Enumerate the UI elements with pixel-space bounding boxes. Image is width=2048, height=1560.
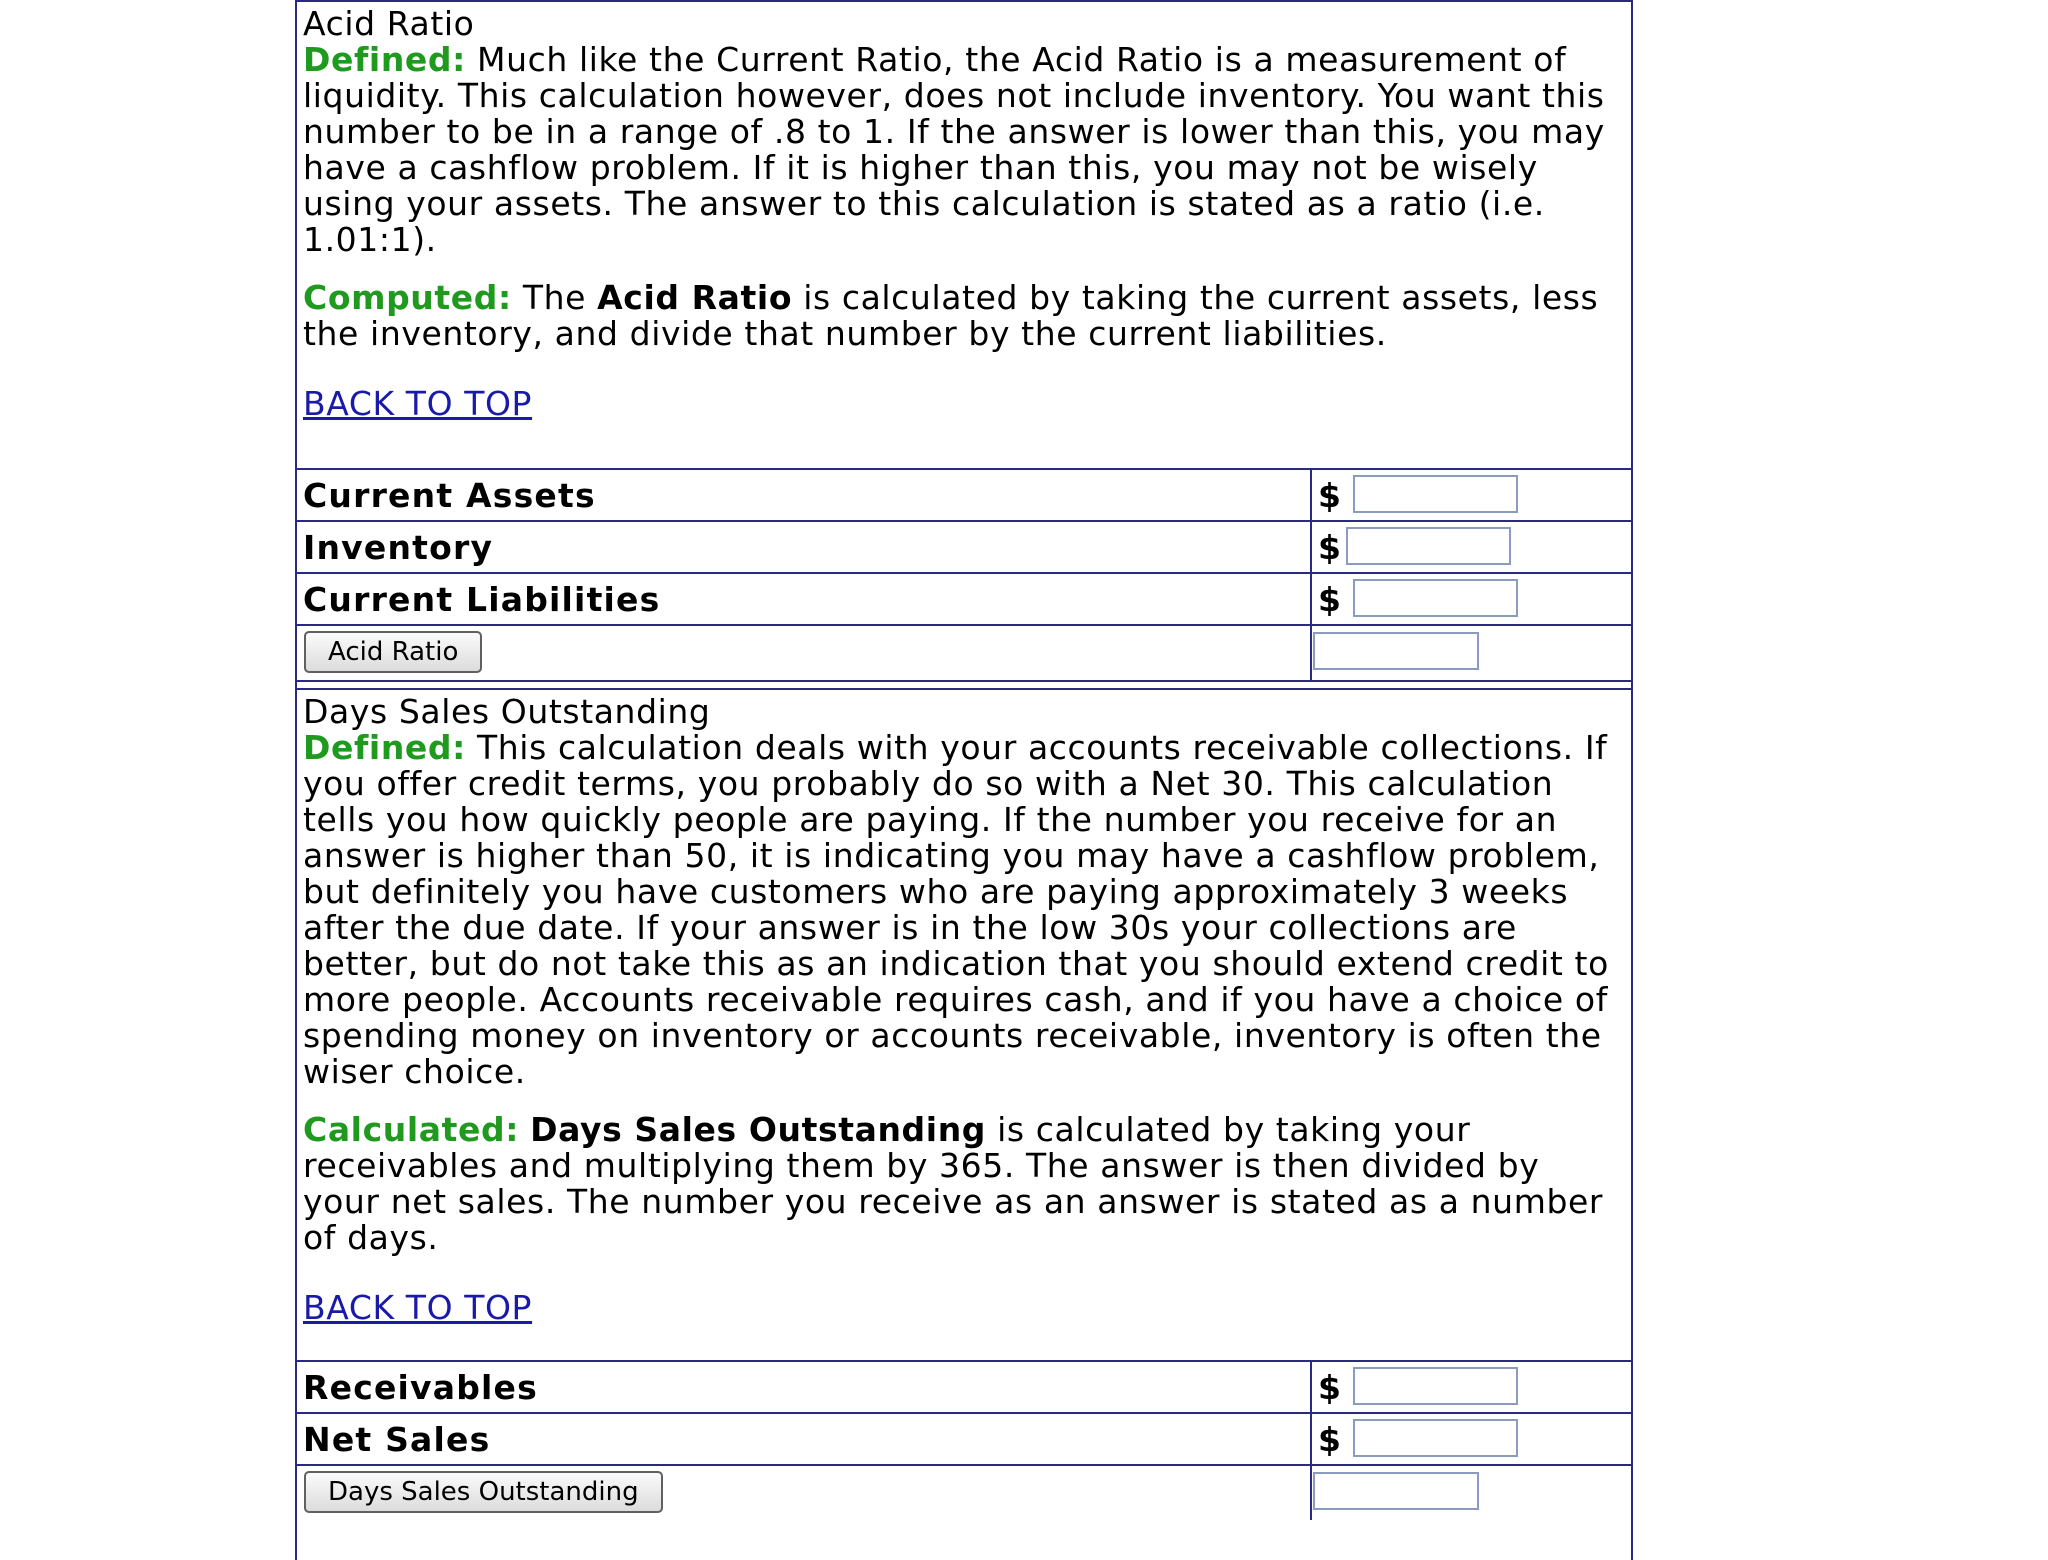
column-divider <box>1310 1466 1312 1520</box>
inventory-row <box>297 520 1631 572</box>
column-divider <box>1310 1362 1312 1412</box>
calculator-frame <box>295 0 1633 1560</box>
calculated-bold: Days Sales Outstanding <box>530 1110 987 1149</box>
computed-pre: The <box>511 278 598 317</box>
receivables-label: Receivables <box>303 1368 538 1407</box>
days-sales-outstanding-button[interactable]: Days Sales Outstanding <box>304 1471 663 1513</box>
column-divider <box>1310 1414 1312 1464</box>
acid-ratio-result-field[interactable] <box>1313 632 1479 670</box>
computed-bold: Acid Ratio <box>597 278 793 317</box>
net-sales-input[interactable] <box>1353 1419 1518 1457</box>
inventory-label: Inventory <box>303 528 494 567</box>
calculated-label: Calculated: <box>303 1110 520 1149</box>
calculated-post: is calculated by taking your receivables and multiplying them by 365. The answer is then divided by your net sales. The number you receive as an answer is stated as a number of days. <box>303 1110 1604 1257</box>
net-sales-row <box>297 1412 1631 1464</box>
currency-symbol: $ <box>1318 528 1341 567</box>
currency-symbol: $ <box>1318 580 1341 619</box>
defined-label: Defined: <box>303 40 466 79</box>
receivables-row <box>297 1360 1631 1412</box>
dso-section <box>297 690 1631 1360</box>
acid-ratio-title: Acid Ratio <box>303 4 475 43</box>
back-to-top-link[interactable]: BACK TO TOP <box>303 1288 533 1327</box>
dso-calculation <box>303 1112 1627 1256</box>
current-liabilities-row <box>297 572 1631 624</box>
defined-label: Defined: <box>303 728 466 767</box>
net-sales-label: Net Sales <box>303 1420 491 1459</box>
acid-ratio-computation <box>303 280 1627 352</box>
dso-result-field[interactable] <box>1313 1472 1479 1510</box>
currency-symbol: $ <box>1318 1420 1341 1459</box>
dso-button-row <box>297 1464 1631 1520</box>
column-divider <box>1310 626 1312 680</box>
back-to-top-link[interactable]: BACK TO TOP <box>303 384 533 423</box>
acid-ratio-button[interactable]: Acid Ratio <box>304 631 482 673</box>
current-assets-input[interactable] <box>1353 475 1518 513</box>
computed-post: is calculated by taking the current assets, less the inventory, and divide that number by the current liabilities. <box>303 278 1599 353</box>
section-separator <box>297 680 1631 690</box>
acid-ratio-button-row <box>297 624 1631 680</box>
currency-symbol: $ <box>1318 1368 1341 1407</box>
column-divider <box>1310 470 1312 520</box>
defined-text: This calculation deals with your accounts receivable collections. If you offer credit terms, you probably do so with a Net 30. This calculation tells you how quickly people are paying. If the number you receive for an answer is higher than 50, it is indicating you may have a cashflow problem, but definitely you have customers who are paying approximately 3 weeks after the due date. If your answer is in the low 30s your collections are better, but do not take this as an indication that you should extend credit to more people. Accounts receivable requires cash, and if you have a choice of spending money on inventory or accounts receivable, inventory is often the wiser choice. <box>303 728 1609 1091</box>
acid-ratio-section <box>297 2 1631 468</box>
current-liabilities-input[interactable] <box>1353 579 1518 617</box>
current-assets-label: Current Assets <box>303 476 596 515</box>
dso-definition <box>303 730 1627 1090</box>
defined-text: Much like the Current Ratio, the Acid Ratio is a measurement of liquidity. This calculation however, does not include inventory. You want this number to be in a range of .8 to 1. If the answer is lower than this, you may have a cashflow problem. If it is higher than this, you may not be wisely using your assets. The answer to this calculation is stated as a ratio (i.e. 1.01:1). <box>303 40 1605 259</box>
column-divider <box>1310 574 1312 624</box>
column-divider <box>1310 522 1312 572</box>
receivables-input[interactable] <box>1353 1367 1518 1405</box>
currency-symbol: $ <box>1318 476 1341 515</box>
computed-label: Computed: <box>303 278 512 317</box>
acid-ratio-definition <box>303 42 1627 258</box>
current-liabilities-label: Current Liabilities <box>303 580 661 619</box>
inventory-input[interactable] <box>1346 527 1511 565</box>
dso-title: Days Sales Outstanding <box>303 692 711 731</box>
current-assets-row <box>297 468 1631 520</box>
